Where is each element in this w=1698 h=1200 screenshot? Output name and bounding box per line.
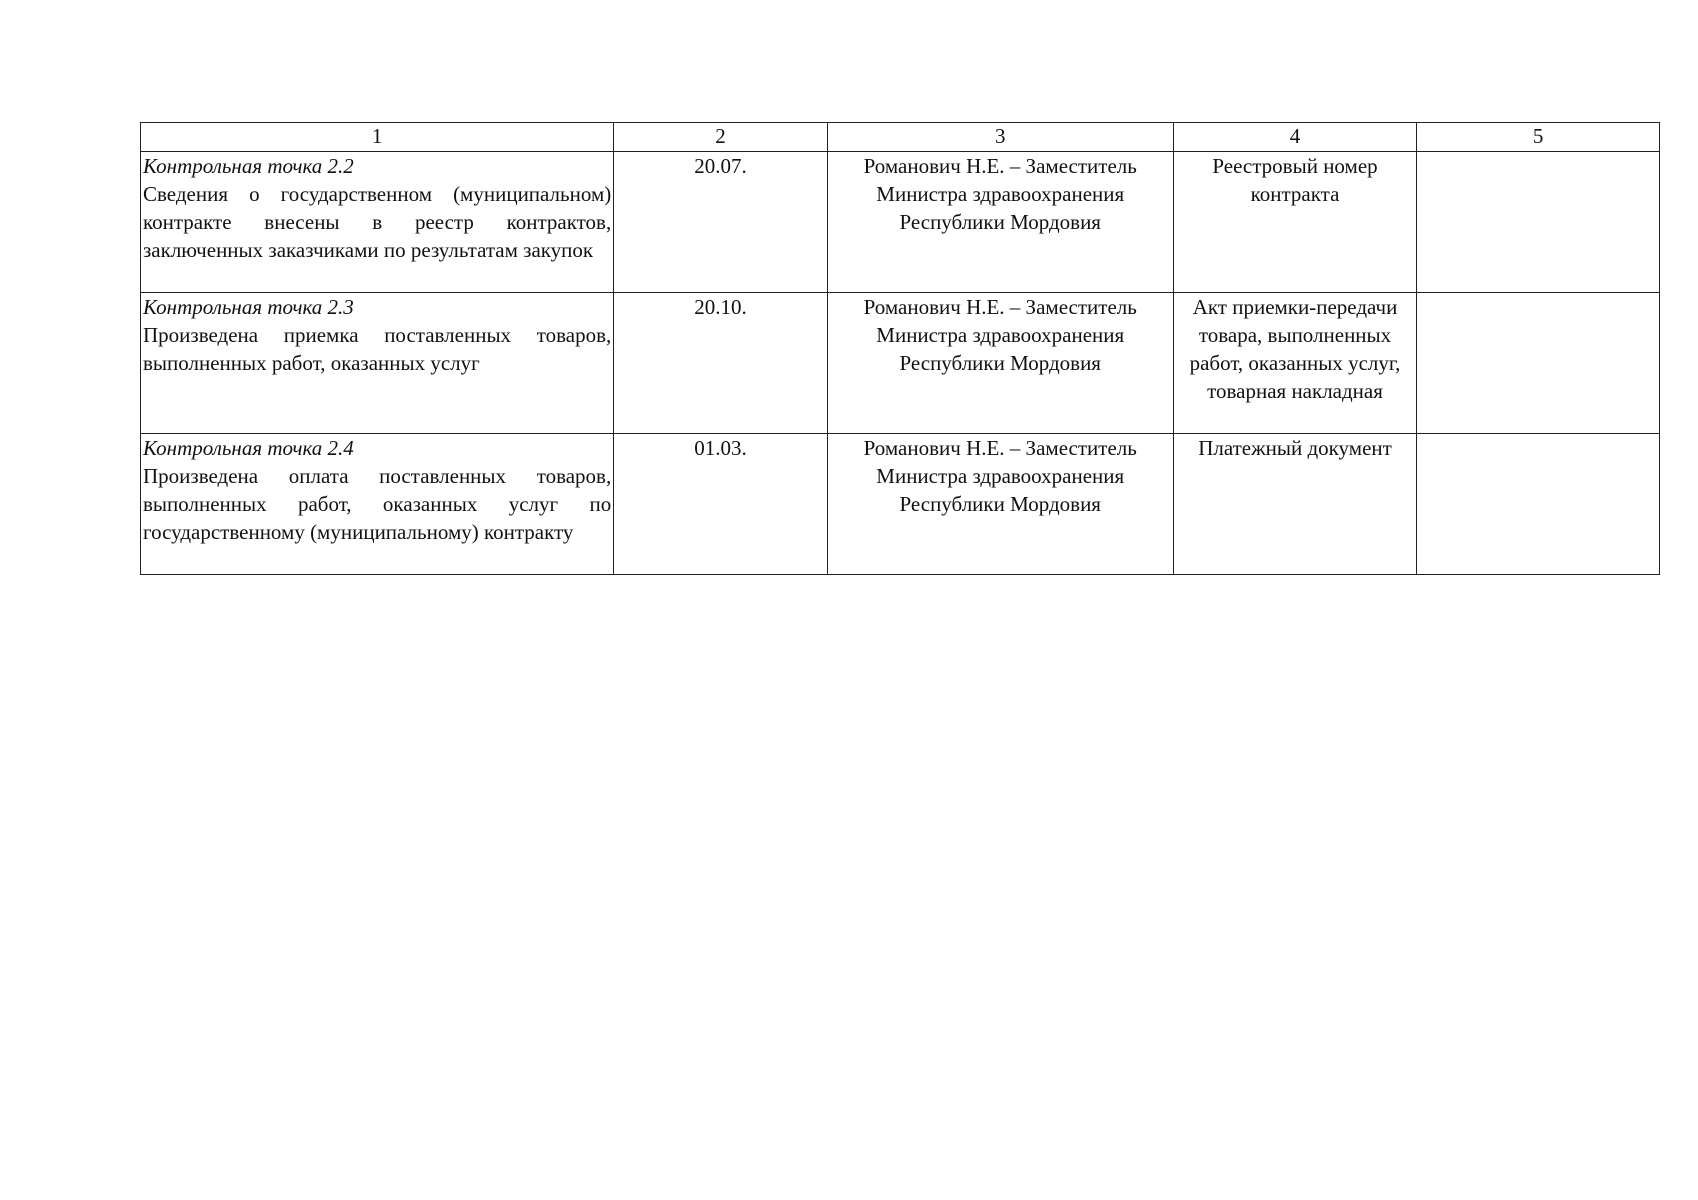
col5-cell — [1417, 434, 1660, 575]
control-point-cell — [141, 293, 614, 434]
date-cell: 20.07. — [614, 152, 828, 293]
control-point-title: Контрольная точка 2.2 — [143, 154, 354, 178]
col5-cell — [1417, 293, 1660, 434]
responsible-cell: Романович Н.Е. – Заместитель Министра здравоохранения Республики Мордовия — [827, 152, 1173, 293]
control-point-description: Произведена приемка поставленных товаров, выполненных работ, оказанных услуг — [143, 323, 612, 375]
header-cell-1: 1 — [141, 123, 614, 152]
control-points-table — [140, 122, 1660, 575]
responsible-cell: Романович Н.Е. – Заместитель Министра здравоохранения Республики Мордовия — [827, 293, 1173, 434]
table-row — [141, 434, 1660, 575]
control-point-cell — [141, 434, 614, 575]
control-point-cell — [141, 152, 614, 293]
date-cell: 20.10. — [614, 293, 828, 434]
document-cell: Платежный документ — [1173, 434, 1417, 575]
header-cell-4: 4 — [1173, 123, 1417, 152]
table-row — [141, 293, 1660, 434]
control-point-description: Произведена оплата поставленных товаров, выполненных работ, оказанных услуг по государственному (муниципальному) контракту — [143, 464, 612, 544]
document-cell: Акт приемки-передачи товара, выполненных работ, оказанных услуг, товарная накладная — [1173, 293, 1417, 434]
control-point-title: Контрольная точка 2.4 — [143, 436, 354, 460]
header-cell-5: 5 — [1417, 123, 1660, 152]
table-row — [141, 152, 1660, 293]
table-header-row — [141, 123, 1660, 152]
responsible-cell: Романович Н.Е. – Заместитель Министра здравоохранения Республики Мордовия — [827, 434, 1173, 575]
document-cell: Реестровый номер контракта — [1173, 152, 1417, 293]
header-cell-2: 2 — [614, 123, 828, 152]
header-cell-3: 3 — [827, 123, 1173, 152]
control-point-title: Контрольная точка 2.3 — [143, 295, 354, 319]
control-point-description: Сведения о государственном (муниципальном) контракте внесены в реестр контрактов, заключенных заказчиками по результатам закупок — [143, 182, 612, 262]
col5-cell — [1417, 152, 1660, 293]
date-cell: 01.03. — [614, 434, 828, 575]
